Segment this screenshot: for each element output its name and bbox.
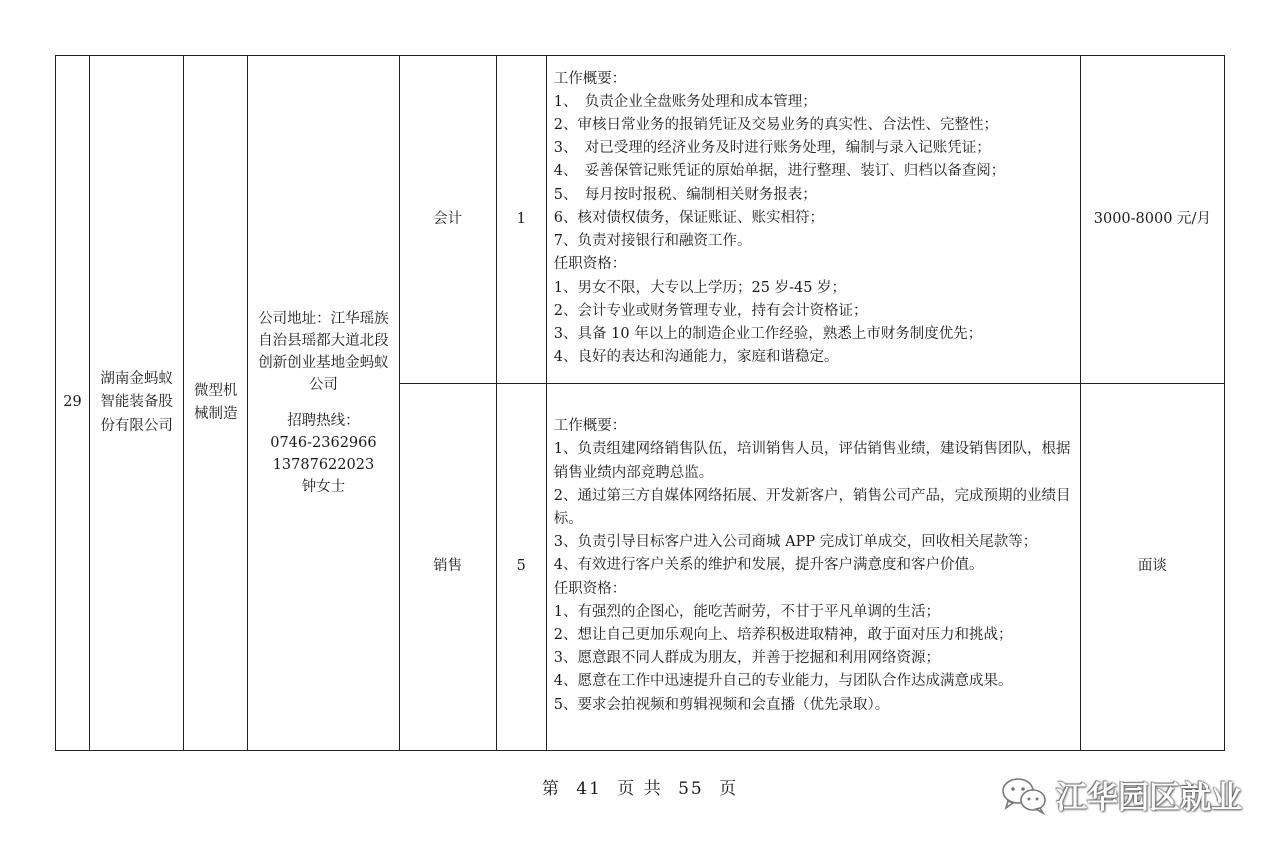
desc-line: 3、负责引导目标客户进入公司商城 APP 完成订单成交，回收相关尾款等；	[553, 534, 1038, 551]
desc-line: 1、负责组建网络销售队伍，培训销售人员，评估销售业绩，建设销售团队，根据销售业绩内部竞聘总监。	[553, 441, 1071, 481]
desc-line: 5、要求会拍视频和剪辑视频和会直播（优先录取）。	[553, 696, 890, 713]
wechat-icon	[1000, 775, 1048, 815]
job-description-sales	[546, 384, 1080, 751]
desc-line: 2、会计专业或财务管理专业，持有会计资格证；	[553, 302, 868, 319]
desc-line: 5、 每月按时报税、编制相关财务报表；	[553, 186, 817, 203]
watermark-text: 江华园区就业	[1056, 780, 1242, 816]
desc-line: 1、有强烈的企图心，能吃苦耐劳，不甘于平凡单调的生活；	[553, 603, 941, 620]
desc-line: 1、男女不限，大专以上学历；25 岁-45 岁；	[553, 279, 847, 296]
page-current: 41	[576, 779, 602, 799]
desc-line: 工作概要：	[553, 418, 627, 435]
page-middle: 页 共	[617, 779, 663, 799]
phone-1: 0746-2362966	[270, 435, 377, 451]
desc-line: 4、愿意在工作中迅速提升自己的专业能力，与团队合作达成满意成果。	[553, 673, 1013, 690]
desc-line: 任职资格：	[553, 580, 627, 597]
hotline-label: 招聘热线：	[287, 413, 360, 429]
desc-line: 3、 对已受理的经济业务及时进行账务处理，编制与录入记账凭证；	[553, 140, 991, 157]
desc-line: 任职资格：	[553, 256, 627, 273]
desc-line: 2、想让自己更加乐观向上、培养积极进取精神，敢于面对压力和挑战；	[553, 627, 1013, 643]
row-number: 29	[56, 56, 90, 751]
desc-line: 4、良好的表达和沟通能力，家庭和谐稳定。	[553, 349, 839, 366]
job-description-accountant	[546, 56, 1080, 384]
headcount-sales: 5	[496, 384, 546, 751]
desc-line: 3、愿意跟不同人群成为朋友，并善于挖掘和利用网络资源；	[553, 650, 941, 667]
page-prefix: 第	[541, 779, 561, 799]
desc-line: 工作概要：	[553, 70, 627, 87]
contact-person: 钟女士	[301, 479, 346, 495]
desc-line: 4、 妥善保管记账凭证的原始单据，进行整理、装订、归档以备查阅；	[553, 163, 1006, 180]
company-name: 湖南金蚂蚁智能装备股份有限公司	[90, 56, 184, 751]
position-sales: 销售	[399, 384, 496, 751]
page-suffix: 页	[719, 779, 739, 799]
phone-2: 13787622023	[272, 457, 375, 473]
desc-line: 2、通过第三方自媒体网络拓展、开发新客户，销售公司产品，完成预期的业绩目标。	[553, 487, 1071, 527]
salary-sales: 面谈	[1080, 384, 1224, 751]
desc-line: 7、负责对接银行和融资工作。	[553, 233, 752, 250]
desc-line: 6、核对债权债务，保证账证、账实相符；	[553, 209, 825, 226]
desc-line: 4、有效进行客户关系的维护和发展，提升客户满意度和客户价值。	[553, 557, 984, 574]
page-total: 55	[678, 779, 704, 799]
desc-line: 1、 负责企业全盘账务处理和成本管理；	[553, 93, 817, 110]
position-accountant: 会计	[399, 56, 496, 384]
salary-accountant: 3000-8000 元/月	[1080, 56, 1224, 384]
address-contact-cell	[248, 56, 399, 751]
company-address: 公司地址：江华瑶族自治县瑶都大道北段创新创业基地金蚂蚁公司	[258, 311, 389, 393]
desc-line: 2、审核日常业务的报销凭证及交易业务的真实性、合法性、完整性；	[553, 117, 999, 134]
desc-line: 3、具备 10 年以上的制造企业工作经验，熟悉上市财务制度优先；	[553, 325, 983, 342]
watermark	[1000, 772, 1242, 817]
headcount-accountant: 1	[496, 56, 546, 384]
job-table	[55, 55, 1225, 751]
industry: 微型机械制造	[184, 56, 248, 751]
